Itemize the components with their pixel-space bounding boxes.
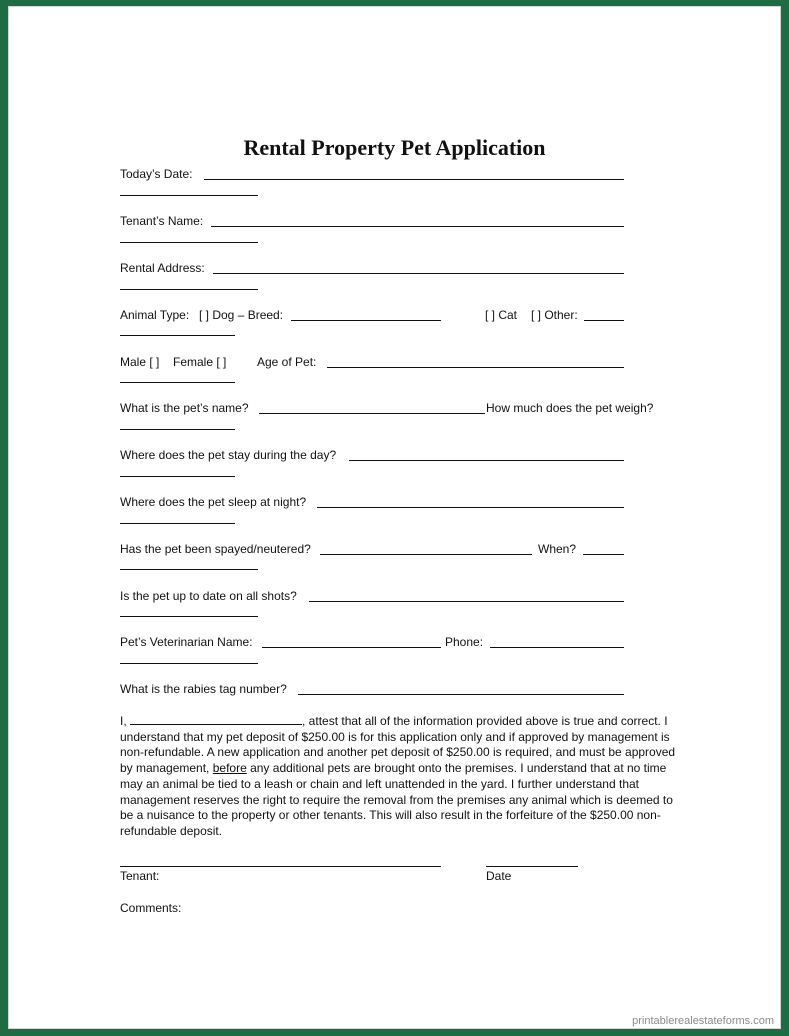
date-signature-label: Date (486, 869, 512, 883)
tenant-name-line-continued[interactable] (120, 242, 258, 243)
sleep-night-label: Where does the pet sleep at night? (120, 495, 307, 509)
comments-label: Comments: (120, 901, 182, 915)
todays-date-line[interactable] (204, 179, 624, 180)
sleep-night-line-continued[interactable] (120, 523, 235, 524)
spayed-label: Has the pet been spayed/neutered? (120, 542, 311, 556)
shots-line[interactable] (309, 601, 624, 602)
attest-name-line[interactable] (130, 713, 302, 725)
vet-name-label: Pet’s Veterinarian Name: (120, 635, 253, 649)
tenant-name-label: Tenant’s Name: (120, 214, 204, 228)
spayed-line[interactable] (320, 554, 532, 555)
when-line[interactable] (583, 554, 624, 555)
pet-name-line[interactable] (259, 413, 485, 414)
rental-address-label: Rental Address: (120, 261, 205, 275)
animal-type-label: Animal Type: (120, 308, 190, 322)
phone-line[interactable] (490, 647, 624, 648)
attest-prefix: I, (120, 714, 127, 728)
form-title: Rental Property Pet Application (243, 135, 546, 160)
pet-weigh-label: How much does the pet weigh? (486, 401, 654, 415)
rental-address-line-continued[interactable] (120, 289, 258, 290)
dog-breed-checkbox[interactable]: [ ] Dog – Breed: (199, 308, 284, 322)
female-checkbox[interactable]: Female [ ] (173, 355, 227, 369)
todays-date-label: Today’s Date: (120, 167, 193, 181)
other-checkbox[interactable]: [ ] Other: (531, 308, 578, 322)
rabies-line[interactable] (298, 694, 624, 695)
rental-address-line[interactable] (213, 273, 624, 274)
age-of-pet-line[interactable] (327, 367, 624, 368)
age-of-pet-line-continued[interactable] (120, 382, 235, 383)
male-checkbox[interactable]: Male [ ] (120, 355, 160, 369)
age-of-pet-label: Age of Pet: (257, 355, 317, 369)
vet-name-line[interactable] (262, 647, 441, 648)
todays-date-line-continued[interactable] (120, 195, 258, 196)
phone-label: Phone: (445, 635, 484, 649)
date-signature-line[interactable] (486, 866, 578, 867)
stay-day-label: Where does the pet stay during the day? (120, 448, 337, 462)
tenant-signature-line[interactable] (120, 866, 441, 867)
attest-text-1: , attest that all of the information provided above is true and correct. I understand that my pet deposit of $250.00 is for this application only and if approved by management is non-refundable. A new application and another pet deposit of $250.00 is required, and must be approved by management, (120, 714, 676, 776)
pet-name-label: What is the pet’s name? (120, 401, 249, 415)
rabies-label: What is the rabies tag number? (120, 682, 287, 696)
form-page (9, 7, 780, 1028)
tenant-name-line[interactable] (211, 226, 624, 227)
spayed-line-continued[interactable] (120, 569, 258, 570)
attestation-paragraph (120, 713, 680, 840)
when-label: When? (538, 542, 577, 556)
attest-underlined-word: before (212, 761, 247, 776)
tenant-signature-label: Tenant: (120, 869, 160, 883)
other-line[interactable] (584, 320, 624, 321)
shots-label: Is the pet up to date on all shots? (120, 589, 297, 603)
sleep-night-line[interactable] (317, 507, 624, 508)
attest-text-2: any additional pets are brought onto the premises. I understand that at no time may an animal be tied to a leash or chain and left unattended in the yard. I further understand that management reserves the right to require the removal from the premises any animal which is deemed to be a nuisance to the property or other tenants. This will also result in the forfeiture of the $250.00 non-refundable deposit. (120, 761, 673, 838)
breed-line[interactable] (291, 320, 441, 321)
pet-weigh-line[interactable] (120, 429, 235, 430)
footer-watermark: printablerealestateforms.com (632, 1015, 774, 1027)
stay-day-line[interactable] (349, 460, 624, 461)
shots-line-continued[interactable] (120, 616, 258, 617)
animal-type-line-continued[interactable] (120, 335, 235, 336)
cat-checkbox[interactable]: [ ] Cat (485, 308, 518, 322)
vet-line-continued[interactable] (120, 663, 258, 664)
stay-day-line-continued[interactable] (120, 476, 235, 477)
